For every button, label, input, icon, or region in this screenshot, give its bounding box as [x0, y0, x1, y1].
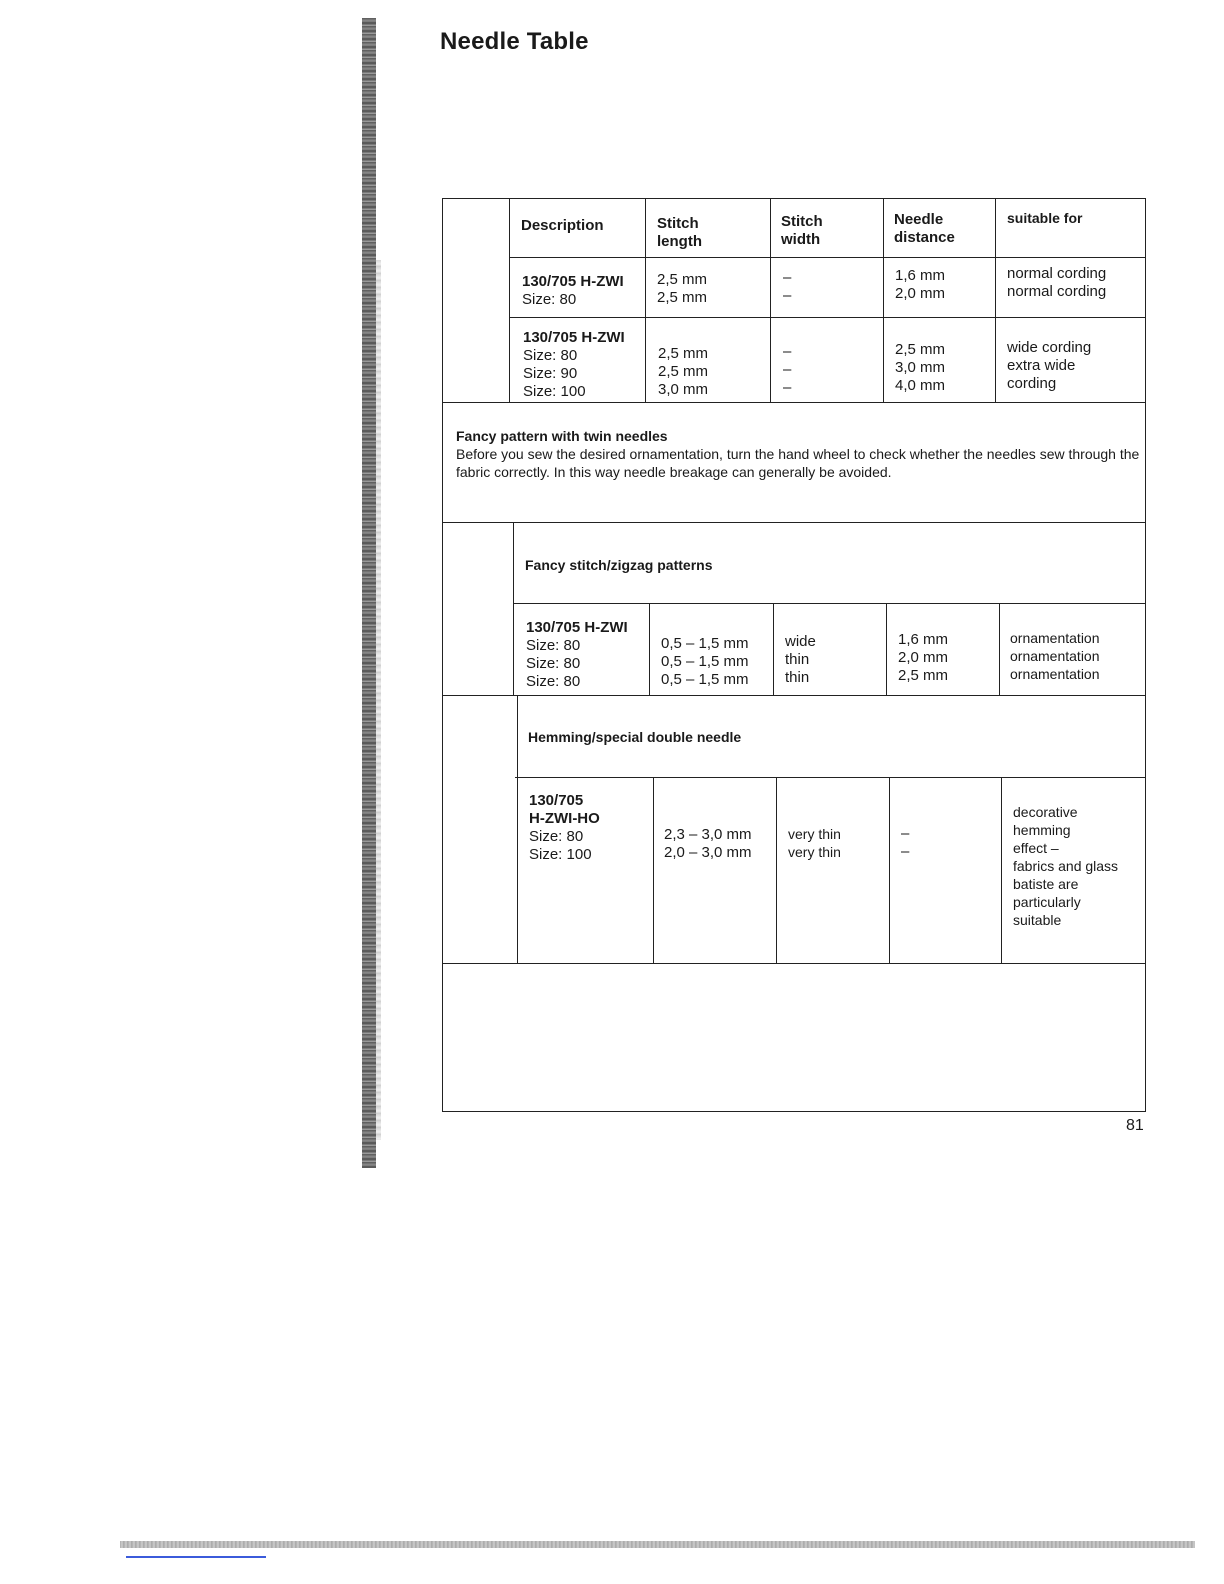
fancy-name: 130/705 H-ZWI: [526, 619, 628, 636]
fancy-section-title: Fancy stitch/zigzag patterns: [525, 557, 713, 573]
fancy-note-title: Fancy pattern with twin needles: [456, 428, 668, 444]
twin-a-suitable: normal cording normal cording: [1007, 265, 1107, 300]
row-rule: [513, 603, 1146, 604]
twin-b-length: 2,5 mm 2,5 mm 3,0 mm: [658, 345, 709, 398]
twin-a-width: – –: [783, 269, 792, 304]
column-rule: [773, 603, 774, 695]
hemming-suitable: decorative hemming effect – fabrics and glass batiste are particularly suitable: [1013, 804, 1119, 928]
hemming-length: 2,3 – 3,0 mm 2,0 – 3,0 mm: [664, 826, 752, 861]
column-rule: [889, 777, 890, 963]
scan-edge-mark: [126, 1556, 266, 1558]
row-rule: [509, 317, 1146, 318]
twin-a-sizes: Size: 80: [522, 291, 577, 308]
page-title: Needle Table: [440, 28, 589, 55]
row-rule: [443, 402, 1146, 403]
page-number: 81: [1126, 1117, 1144, 1134]
hemming-sizes: Size: 80 Size: 100: [529, 828, 592, 863]
fancy-length: 0,5 – 1,5 mm 0,5 – 1,5 mm 0,5 – 1,5 mm: [661, 635, 749, 688]
column-rule: [776, 777, 777, 963]
header-stitch-length: Stitch length: [657, 215, 702, 250]
book-binding-shadow: [376, 260, 381, 1140]
header-suitable-for: suitable for: [1007, 210, 1083, 226]
column-rule: [1001, 777, 1002, 963]
column-rule: [513, 522, 514, 695]
fancy-width: wide thin thin: [785, 633, 816, 686]
needle-table: [442, 198, 1146, 1112]
header-rule: [509, 257, 1146, 258]
column-rule: [883, 199, 884, 402]
column-rule: [653, 777, 654, 963]
twin-a-name: 130/705 H-ZWI: [522, 273, 624, 290]
scan-edge-strip: [120, 1541, 1195, 1548]
twin-b-suitable: wide cording extra wide cording: [1007, 339, 1092, 392]
fancy-sizes: Size: 80 Size: 80 Size: 80: [526, 637, 581, 690]
book-binding-edge: [362, 18, 376, 1168]
twin-b-width: – – –: [783, 343, 792, 396]
column-rule: [517, 695, 518, 963]
twin-b-name: 130/705 H-ZWI: [523, 329, 625, 346]
column-rule: [649, 603, 650, 695]
fancy-distance: 1,6 mm 2,0 mm 2,5 mm: [898, 631, 949, 684]
column-rule: [770, 199, 771, 402]
twin-a-distance: 1,6 mm 2,0 mm: [895, 267, 946, 302]
column-rule: [886, 603, 887, 695]
fancy-suitable: ornamentation ornamentation ornamentation: [1010, 630, 1100, 682]
hemming-width: very thin very thin: [788, 826, 841, 860]
header-stitch-width: Stitch width: [781, 213, 823, 248]
column-rule: [995, 199, 996, 402]
column-rule: [509, 199, 510, 402]
column-rule: [999, 603, 1000, 695]
twin-b-sizes: Size: 80 Size: 90 Size: 100: [523, 347, 586, 400]
twin-a-length: 2,5 mm 2,5 mm: [657, 271, 708, 306]
hemming-name: 130/705 H-ZWI-HO: [529, 792, 600, 827]
header-description: Description: [521, 217, 604, 234]
row-rule: [443, 522, 1146, 523]
row-rule: [443, 963, 1146, 964]
column-rule: [645, 199, 646, 402]
hemming-distance: – –: [901, 825, 910, 860]
hemming-section-title: Hemming/special double needle: [528, 729, 742, 745]
fancy-note-text: Before you sew the desired ornamentation, turn the hand wheel to check whether the needles sew through the fabric correctly. In this way needle breakage can generally be avoided.: [456, 446, 1140, 480]
row-rule: [515, 777, 1146, 778]
row-rule: [443, 695, 1146, 696]
header-needle-distance: Needle distance: [894, 211, 955, 246]
twin-b-distance: 2,5 mm 3,0 mm 4,0 mm: [895, 341, 946, 394]
